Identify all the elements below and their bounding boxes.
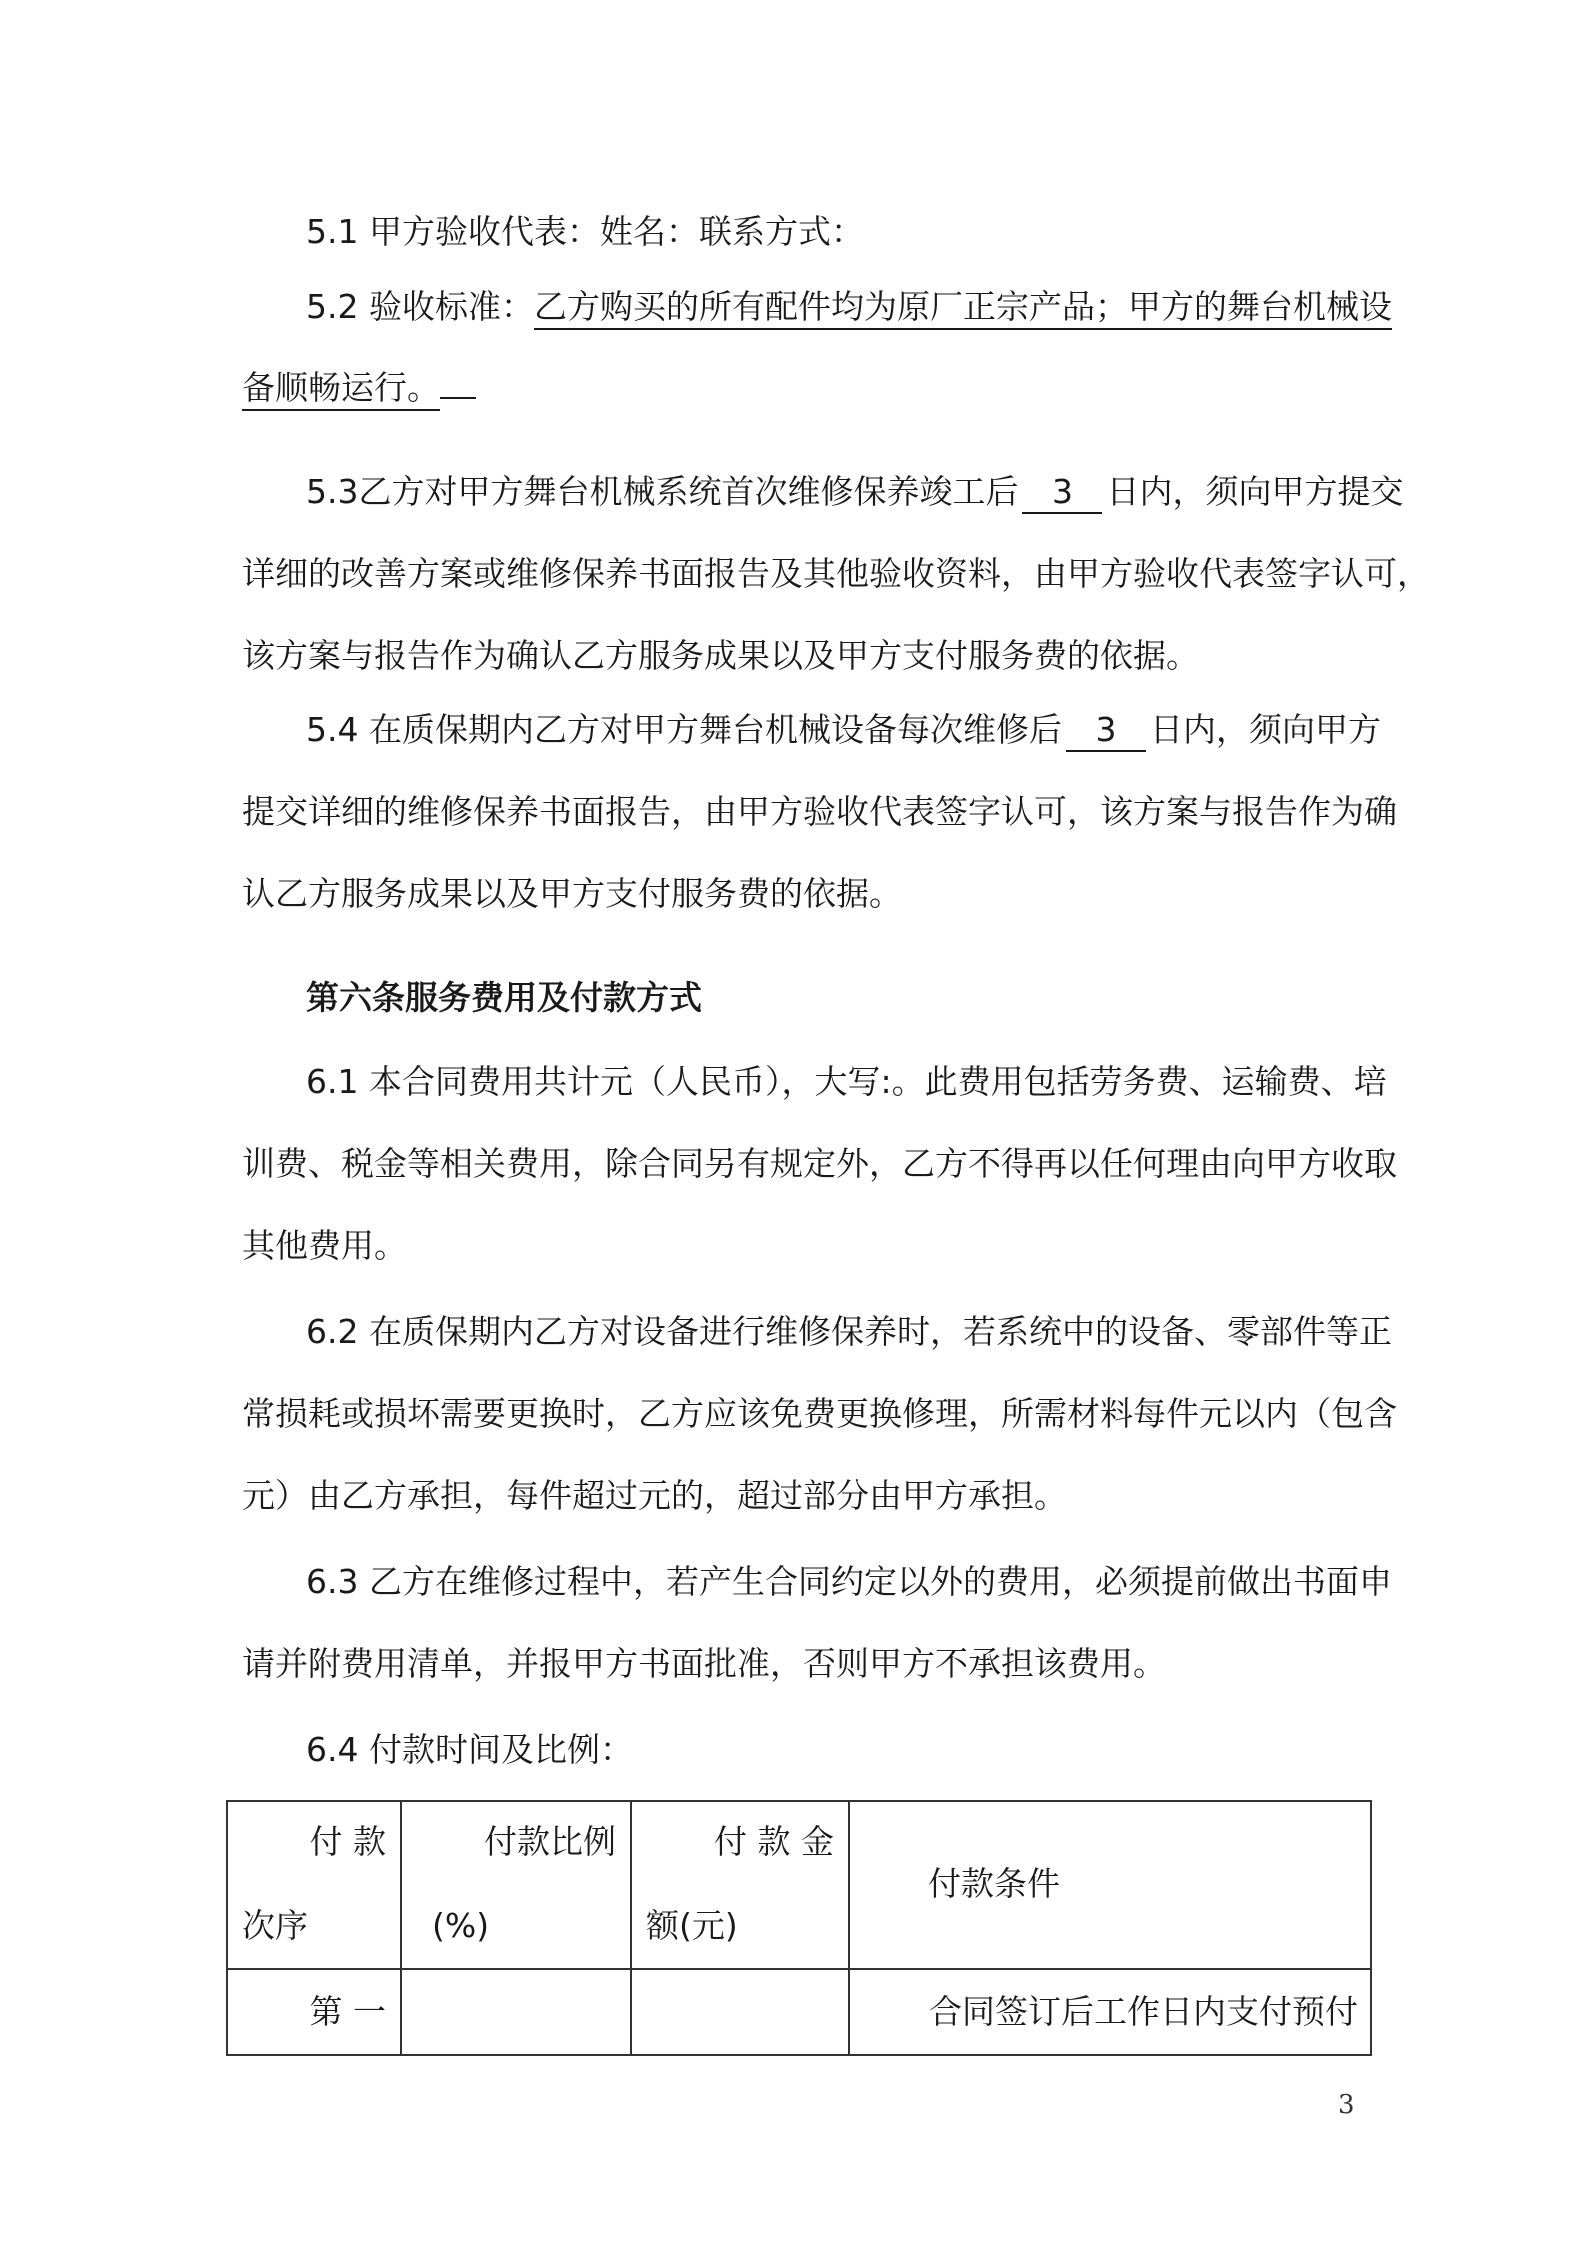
days-blank: 3 [1022, 472, 1102, 514]
clause-5-3-line3: 该方案与报告作为确认乙方服务成果以及甲方支付服务费的依据。 [242, 636, 1199, 675]
row1-ratio [401, 1969, 631, 2055]
clause-5-3-line1 [306, 470, 1403, 514]
clause-5-2-lead: 5.2 验收标准： [306, 287, 534, 326]
header-text: 付款比例 [484, 1822, 616, 1861]
clause-6-2-line3: 元）由乙方承担，每件超过元的，超过部分由甲方承担。 [242, 1476, 1067, 1515]
clause-6-1-line3: 其他费用。 [242, 1226, 407, 1265]
clause-6-2-line2: 常损耗或损坏需要更换时，乙方应该免费更换修理，所需材料每件元以内（包含 [242, 1394, 1397, 1433]
clause-5-4-text-a: 5.4 在质保期内乙方对甲方舞台机械设备每次维修后 [306, 710, 1062, 749]
header-text: 次序 [242, 1906, 308, 1945]
clause-6-2-line1: 6.2 在质保期内乙方对设备进行维修保养时，若系统中的设备、零部件等正 [306, 1312, 1392, 1351]
clause-6-1-line2: 训费、税金等相关费用，除合同另有规定外，乙方不得再以任何理由向甲方收取 [242, 1144, 1397, 1183]
payment-schedule-table [226, 1800, 1372, 2056]
row1-amount [631, 1969, 849, 2055]
header-text: 额(元) [646, 1906, 738, 1945]
clause-5-3-text-a: 5.3乙方对甲方舞台机械系统首次维修保养竣工后 [306, 472, 1019, 511]
clause-5-2-line1 [306, 285, 1392, 329]
row1-order [227, 1969, 401, 2055]
header-text: 付 款 金 [714, 1822, 834, 1861]
cell-text: 第 一 [309, 1992, 386, 2031]
clause-6-1-line1: 6.1 本合同费用共计元（人民币），大写:。此费用包括劳务费、运输费、培 [306, 1062, 1387, 1101]
days-blank: 3 [1066, 710, 1146, 752]
header-payment-amount [631, 1801, 849, 1969]
table-row [227, 1969, 1371, 2055]
page-number: 3 [1338, 2090, 1355, 2120]
underline-tail [440, 395, 476, 399]
row1-condition [849, 1969, 1371, 2055]
clause-6-3-line1: 6.3 乙方在维修过程中，若产生合同约定以外的费用，必须提前做出书面申 [306, 1562, 1392, 1601]
clause-5-3-text-b: 日内，须向甲方提交 [1106, 472, 1404, 511]
acceptance-standard-text-cont: 备顺畅运行。 [242, 368, 440, 411]
acceptance-standard-text: 乙方购买的所有配件均为原厂正宗产品；甲方的舞台机械设 [534, 287, 1392, 330]
clause-5-4-text-b: 日内，须向甲方 [1149, 710, 1381, 749]
clause-5-4-line2: 提交详细的维修保养书面报告，由甲方验收代表签字认可，该方案与报告作为确 [242, 792, 1397, 831]
header-text: 付 款 [309, 1822, 386, 1861]
header-payment-order [227, 1801, 401, 1969]
table-header-row [227, 1801, 1371, 1969]
clause-5-4-line3: 认乙方服务成果以及甲方支付服务费的依据。 [242, 874, 902, 913]
header-payment-condition [849, 1801, 1371, 1969]
clause-6-4: 6.4 付款时间及比例： [306, 1730, 633, 1769]
header-text: (%) [432, 1906, 490, 1945]
clause-5-3-line2: 详细的改善方案或维修保养书面报告及其他验收资料，由甲方验收代表签字认可， [242, 554, 1430, 593]
section-6-heading: 第六条服务费用及付款方式 [306, 978, 702, 1017]
clause-5-4-line1 [306, 708, 1381, 752]
clause-5-2-line2 [242, 366, 476, 410]
clause-5-1: 5.1 甲方验收代表：姓名：联系方式： [306, 212, 864, 251]
clause-6-3-line2: 请并附费用清单，并报甲方书面批准，否则甲方不承担该费用。 [242, 1644, 1166, 1683]
header-payment-ratio [401, 1801, 631, 1969]
header-text: 付款条件 [928, 1864, 1060, 1903]
cell-text: 合同签订后工作日内支付预付 [929, 1992, 1358, 2031]
